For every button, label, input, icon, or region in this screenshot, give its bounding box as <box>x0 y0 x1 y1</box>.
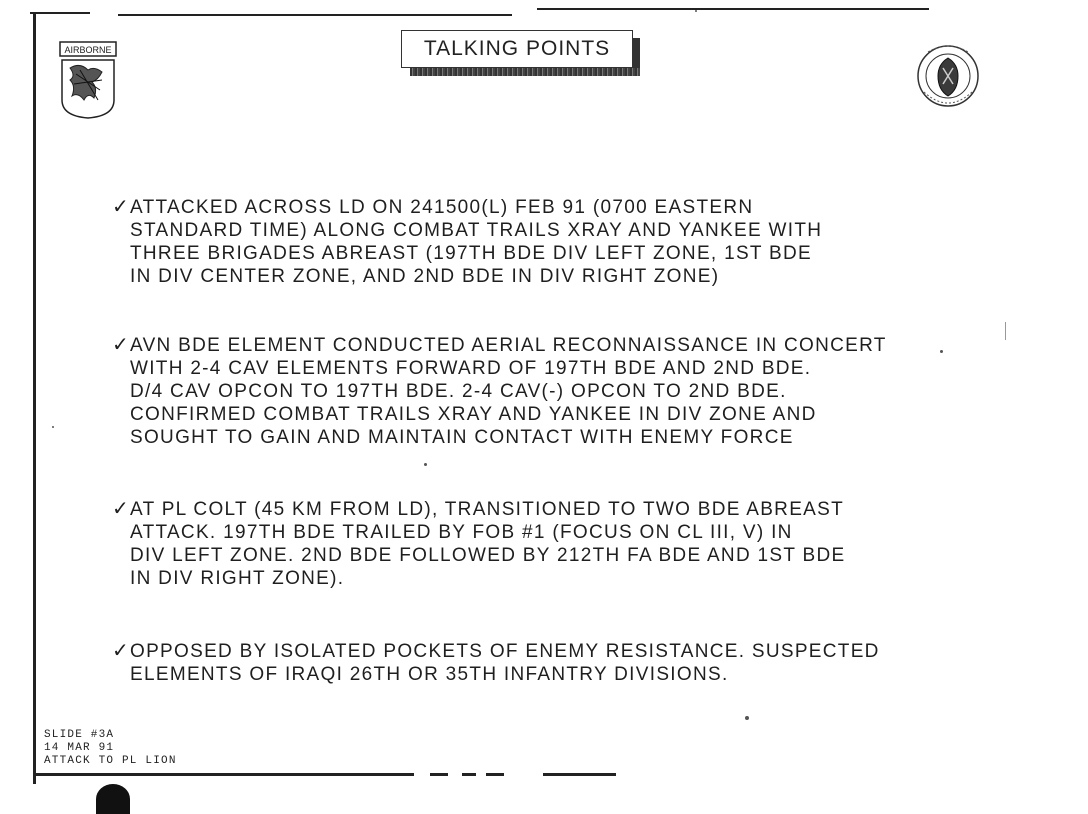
slide-subject: ATTACK TO PL LION <box>44 755 177 767</box>
slide-number: SLIDE #3A <box>44 729 115 741</box>
scan-speck <box>52 426 54 428</box>
talking-point-line: WITH 2-4 CAV ELEMENTS FORWARD OF 197TH BDE AND 2ND BDE. <box>130 358 812 379</box>
slide-date: 14 MAR 91 <box>44 742 115 754</box>
talking-point <box>112 196 822 288</box>
scan-speck <box>695 10 697 12</box>
scan-speck <box>424 463 427 466</box>
talking-point-line: IN DIV CENTER ZONE, AND 2ND BDE IN DIV RIGHT ZONE) <box>130 266 720 287</box>
frame-top-line-center <box>118 14 512 16</box>
check-mark-icon: ✓ <box>112 334 131 356</box>
talking-point-line: THREE BRIGADES ABREAST (197TH BDE DIV LEFT ZONE, 1ST BDE <box>130 243 813 264</box>
talking-point-line: CONFIRMED COMBAT TRAILS XRAY AND YANKEE IN DIV ZONE AND <box>130 404 817 425</box>
talking-point-line: ATTACK. 197TH BDE TRAILED BY FOB #1 (FOCUS ON CL III, V) IN <box>130 522 793 543</box>
check-mark-icon: ✓ <box>112 640 131 662</box>
talking-point-line: ATTACKED ACROSS LD ON 241500(L) FEB 91 (0700 EASTERN <box>130 197 754 218</box>
scan-blot <box>96 784 130 814</box>
frame-bottom-dash <box>486 773 504 776</box>
infantry-division-insignia-icon <box>912 34 984 114</box>
talking-point-line: IN DIV RIGHT ZONE). <box>130 568 345 589</box>
check-mark-icon: ✓ <box>112 196 131 218</box>
talking-point-line: D/4 CAV OPCON TO 197TH BDE. 2-4 CAV(-) OPCON TO 2ND BDE. <box>130 381 787 402</box>
frame-bottom-dash <box>430 773 448 776</box>
airborne-tab-text: AIRBORNE <box>64 45 112 55</box>
frame-top-line-left <box>30 12 90 14</box>
check-mark-icon: ✓ <box>112 498 131 520</box>
frame-left-border <box>33 14 36 784</box>
talking-point-line: DIV LEFT ZONE. 2ND BDE FOLLOWED BY 212TH FA BDE AND 1ST BDE <box>130 545 846 566</box>
talking-point-line: STANDARD TIME) ALONG COMBAT TRAILS XRAY AND YANKEE WITH <box>130 220 823 241</box>
talking-point-line: AT PL COLT (45 KM FROM LD), TRANSITIONED TO TWO BDE ABREAST <box>130 499 845 520</box>
frame-bottom-line-right <box>543 773 616 776</box>
talking-point <box>112 640 880 686</box>
scan-speck <box>940 350 943 353</box>
talking-point <box>112 498 846 590</box>
page-title: TALKING POINTS <box>401 30 633 68</box>
frame-bottom-line <box>36 773 414 776</box>
airborne-patch-icon <box>58 40 118 120</box>
scan-speck <box>745 716 749 720</box>
scan-mark <box>1005 322 1006 340</box>
talking-point-line: OPPOSED BY ISOLATED POCKETS OF ENEMY RESISTANCE. SUSPECTED <box>130 641 880 662</box>
frame-bottom-dash <box>462 773 476 776</box>
frame-top-line-right <box>537 8 929 10</box>
slide-footer <box>44 729 177 768</box>
talking-point <box>112 334 887 449</box>
talking-point-line: AVN BDE ELEMENT CONDUCTED AERIAL RECONNAISSANCE IN CONCERT <box>130 335 887 356</box>
title-box-shadow <box>410 68 640 76</box>
talking-point-line: ELEMENTS OF IRAQI 26TH OR 35TH INFANTRY DIVISIONS. <box>130 664 729 685</box>
talking-point-line: SOUGHT TO GAIN AND MAINTAIN CONTACT WITH ENEMY FORCE <box>130 427 794 448</box>
